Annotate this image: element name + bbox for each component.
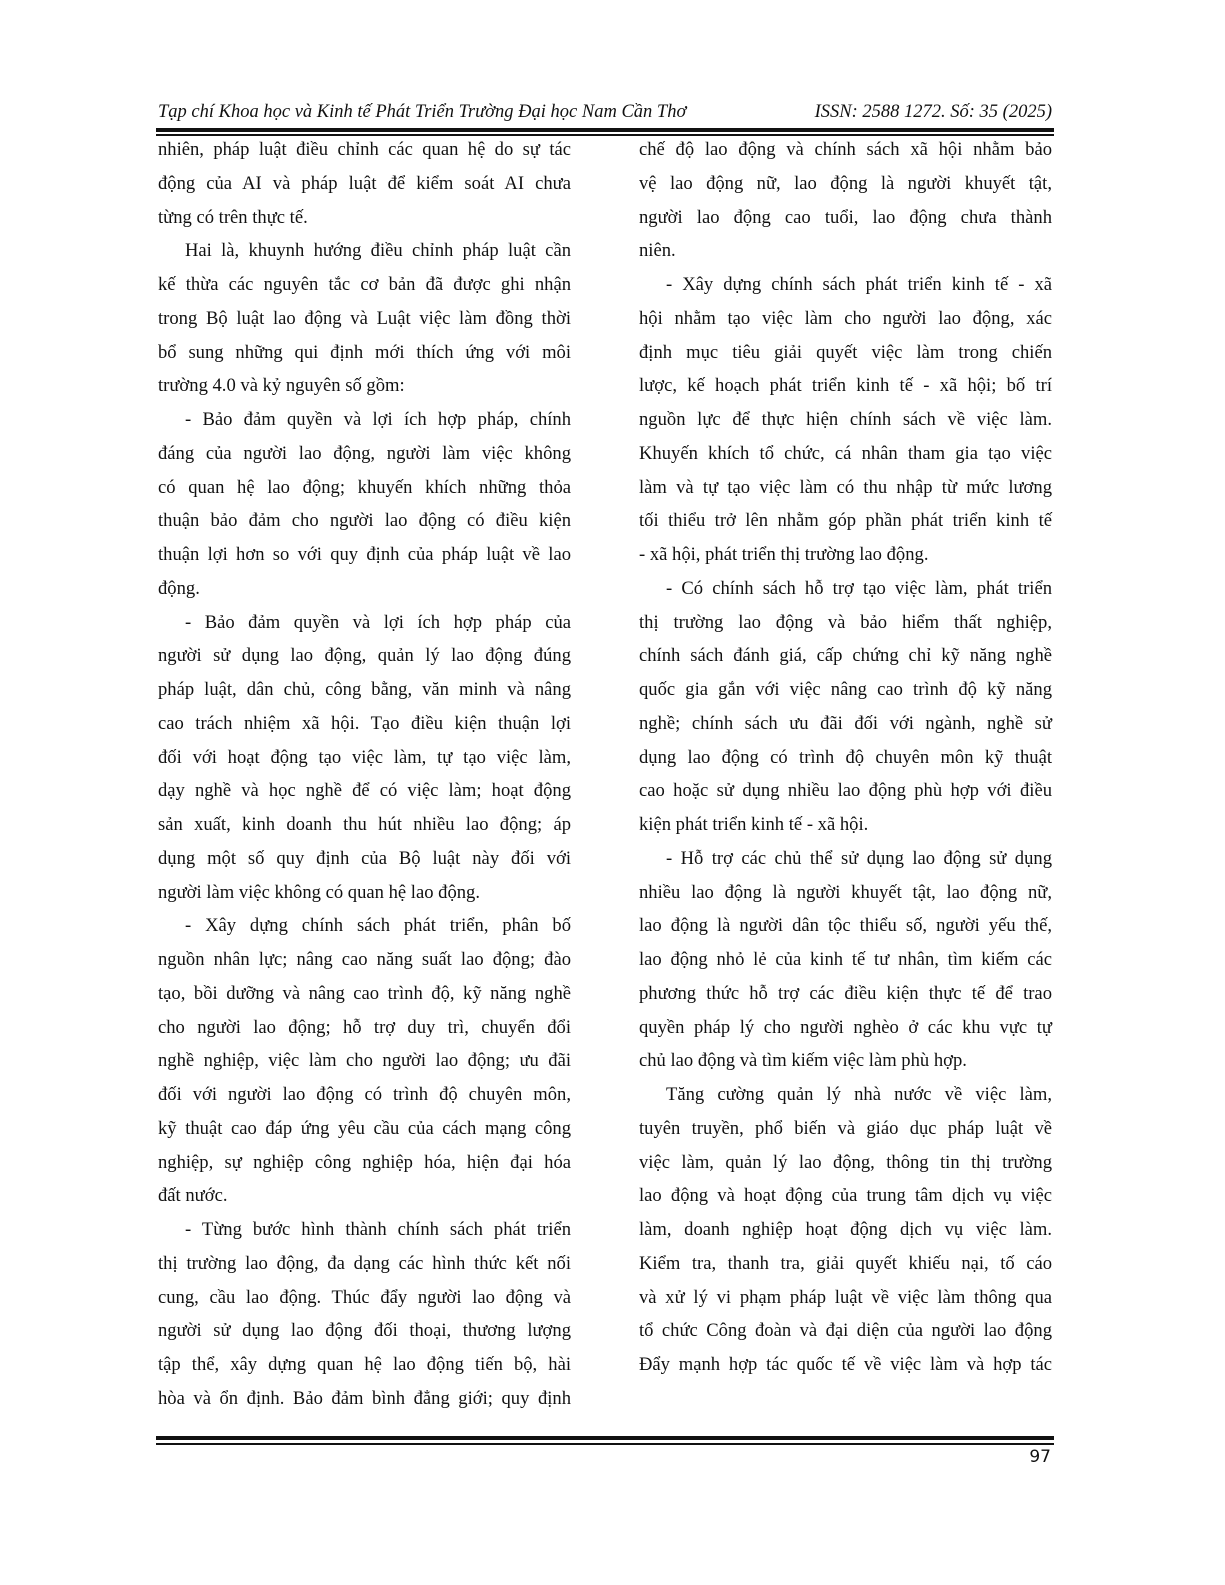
text-line: lao động là người dân tộc thiểu số, người yếu thế, [639,915,1052,937]
text-line: đất nước. [158,1185,228,1207]
text-line: quốc gia gắn với việc nâng cao trình độ kỹ năng [639,679,1052,700]
text-line: lao động nhỏ lẻ của kinh tế tư nhân, tìm kiếm các [639,949,1052,970]
text-line: thị trường lao động, đa dạng các hình thức kết nối [158,1252,571,1274]
paragraph [639,268,1052,572]
text-line: kiện phát triển kinh tế - xã hội. [639,814,869,835]
text-line: Đẩy mạnh hợp tác quốc tế về việc làm và hợp tác [639,1354,1052,1375]
text-line: - Bảo đảm quyền và lợi ích hợp pháp, chính [185,409,571,430]
paragraph [639,1078,1052,1382]
paragraph [158,606,571,910]
text-line: nghề nghiệp, việc làm cho người lao động; ưu đãi [158,1050,571,1072]
text-line: tập thể, xây dựng quan hệ lao động tiến bộ, hài [158,1354,571,1375]
journal-title: Tạp chí Khoa học và Kinh tế Phát Triển Trường Đại học Nam Cần Thơ [158,102,687,122]
paragraph [639,133,1052,268]
text-line: thuận lợi hơn so với quy định của pháp luật về lao [158,544,571,565]
paragraph [158,234,571,403]
header-rule-thick [156,128,1054,132]
paragraph [158,403,571,606]
text-line: niên. [639,240,676,262]
text-line: Hai là, khuynh hướng điều chỉnh pháp luật cần [185,240,571,262]
text-line: nghề; chính sách ưu đãi đối với ngành, nghề sử [639,712,1052,734]
text-line: kế thừa các nguyên tắc cơ bản đã được ghi nhận [158,274,571,295]
text-line: tối thiểu trở lên nhằm góp phần phát triển kinh tế [639,510,1052,532]
text-line: nguồn nhân lực; nâng cao năng suất lao động; đào [158,949,571,970]
text-line: đối với người lao động có trình độ chuyên môn, [158,1084,571,1105]
text-line: nhiên, pháp luật điều chỉnh các quan hệ do sự tác [158,139,571,160]
text-line: lược, kế hoạch phát triển kinh tế - xã hội; bố trí [639,375,1052,397]
text-line: thị trường lao động và bảo hiểm thất nghiệp, [639,611,1052,633]
text-line: - Hỗ trợ các chủ thể sử dụng lao động sử dụng [666,847,1052,869]
text-line: - Từng bước hình thành chính sách phát triển [185,1219,571,1240]
text-line: - Có chính sách hỗ trợ tạo việc làm, phát triển [666,577,1052,599]
text-line: bổ sung những qui định mới thích ứng với môi [158,341,571,363]
text-line: quyền pháp lý cho người nghèo ở các khu vực tự [639,1016,1052,1038]
text-line: kỹ thuật cao đáp ứng yêu cầu của cách mạng công [158,1117,571,1139]
text-line: cung, cầu lao động. Thúc đẩy người lao động và [158,1286,571,1308]
text-line: động. [158,577,200,599]
text-line: việc làm, quản lý lao động, thông tin thị trường [639,1151,1052,1173]
text-line: - xã hội, phát triển thị trường lao động. [639,544,929,565]
paragraph [639,842,1052,1078]
text-line: làm, doanh nghiệp hoạt động dịch vụ việc làm. [639,1219,1052,1240]
text-line: có quan hệ lao động; khuyến khích những thỏa [158,476,571,498]
text-line: và xử lý vi phạm pháp luật về việc làm thông qua [639,1286,1052,1308]
text-line: lao động và hoạt động của trung tâm dịch vụ việc [639,1185,1052,1207]
running-header [158,100,1052,126]
text-line: hòa và ổn định. Bảo đảm bình đẳng giới; quy định [158,1387,571,1409]
text-line: Tăng cường quản lý nhà nước về việc làm, [666,1084,1052,1105]
text-line: dụng một số quy định của Bộ luật này đối với [158,847,571,869]
text-line: định mục tiêu giải quyết việc làm trong chiến [639,341,1052,363]
issn-issue: ISSN: 2588 1272. Số: 35 (2025) [814,102,1052,122]
text-line: cao hoặc sử dụng nhiều lao động phù hợp với điều [639,780,1052,802]
text-line: nguồn lực để thực hiện chính sách về việc làm. [639,409,1052,430]
footer-rule-thin [156,1443,1054,1445]
text-line: Kiểm tra, thanh tra, giải quyết khiếu nại, tố cáo [639,1252,1052,1274]
text-line: từng có trên thực tế. [158,206,308,228]
text-line: cho người lao động; hỗ trợ duy trì, chuyển đổi [158,1016,571,1038]
paragraph [158,909,571,1213]
text-line: vệ lao động nữ, lao động là người khuyết tật, [639,172,1052,194]
text-line: người sử dụng lao động đối thoại, thương lượng [158,1320,571,1342]
text-line: đối với hoạt động tạo việc làm, tự tạo việc làm, [158,746,571,768]
text-line: hội nhằm tạo việc làm cho người lao động, xác [639,307,1052,329]
text-line: dạy nghề và học nghề để có việc làm; hoạt động [158,780,571,802]
text-line: - Xây dựng chính sách phát triển kinh tế - xã [666,274,1052,295]
page-number: 97 [1029,1447,1051,1467]
footer-rule-thick [156,1436,1054,1440]
text-line: dụng lao động có trình độ chuyên môn kỹ thuật [639,746,1052,768]
text-line: chính sách đánh giá, cấp chứng chỉ kỹ năng nghề [639,645,1052,667]
text-line: trường 4.0 và kỷ nguyên số gồm: [158,375,405,397]
text-line: tuyên truyền, phổ biến và giáo dục pháp luật về [639,1117,1052,1139]
paragraph [158,1213,571,1416]
text-line: người làm việc không có quan hệ lao động. [158,881,480,903]
text-line: đáng của người lao động, người làm việc không [158,442,571,464]
text-line: trong Bộ luật lao động và Luật việc làm đồng thời [158,307,571,329]
text-line: chủ lao động và tìm kiếm việc làm phù hợp. [639,1050,967,1072]
text-line: sản xuất, kinh doanh thu hút nhiều lao động; áp [158,814,571,835]
text-line: Khuyến khích tổ chức, cá nhân tham gia tạo việc [639,442,1052,464]
text-line: người lao động cao tuổi, lao động chưa thành [639,206,1052,228]
text-line: - Bảo đảm quyền và lợi ích hợp pháp của [185,611,571,633]
text-line: cao trách nhiệm xã hội. Tạo điều kiện thuận lợi [158,712,571,734]
text-line: người sử dụng lao động, quản lý lao động đúng [158,645,571,667]
paragraph [158,133,571,234]
text-line: - Xây dựng chính sách phát triển, phân bố [185,915,571,937]
text-line: tạo, bồi dưỡng và nâng cao trình độ, kỹ năng nghề [158,982,571,1004]
text-line: pháp luật, dân chủ, công bằng, văn minh và nâng [158,679,571,700]
text-line: nhiều lao động là người khuyết tật, lao động nữ, [639,881,1052,903]
left-column [158,133,571,1416]
paragraph [639,572,1052,842]
text-line: thuận bảo đảm cho người lao động có điều kiện [158,510,571,532]
right-column [639,133,1052,1382]
text-line: làm và tự tạo việc làm có thu nhập từ mức lương [639,476,1052,498]
text-line: nghiệp, sự nghiệp công nghiệp hóa, hiện đại hóa [158,1151,571,1173]
text-line: tổ chức Công đoàn và đại diện của người lao động [639,1320,1052,1342]
text-line: phương thức hỗ trợ các điều kiện thực tế để trao [639,982,1052,1004]
text-line: động của AI và pháp luật để kiểm soát AI chưa [158,172,571,194]
text-line: chế độ lao động và chính sách xã hội nhằm bảo [639,139,1052,160]
